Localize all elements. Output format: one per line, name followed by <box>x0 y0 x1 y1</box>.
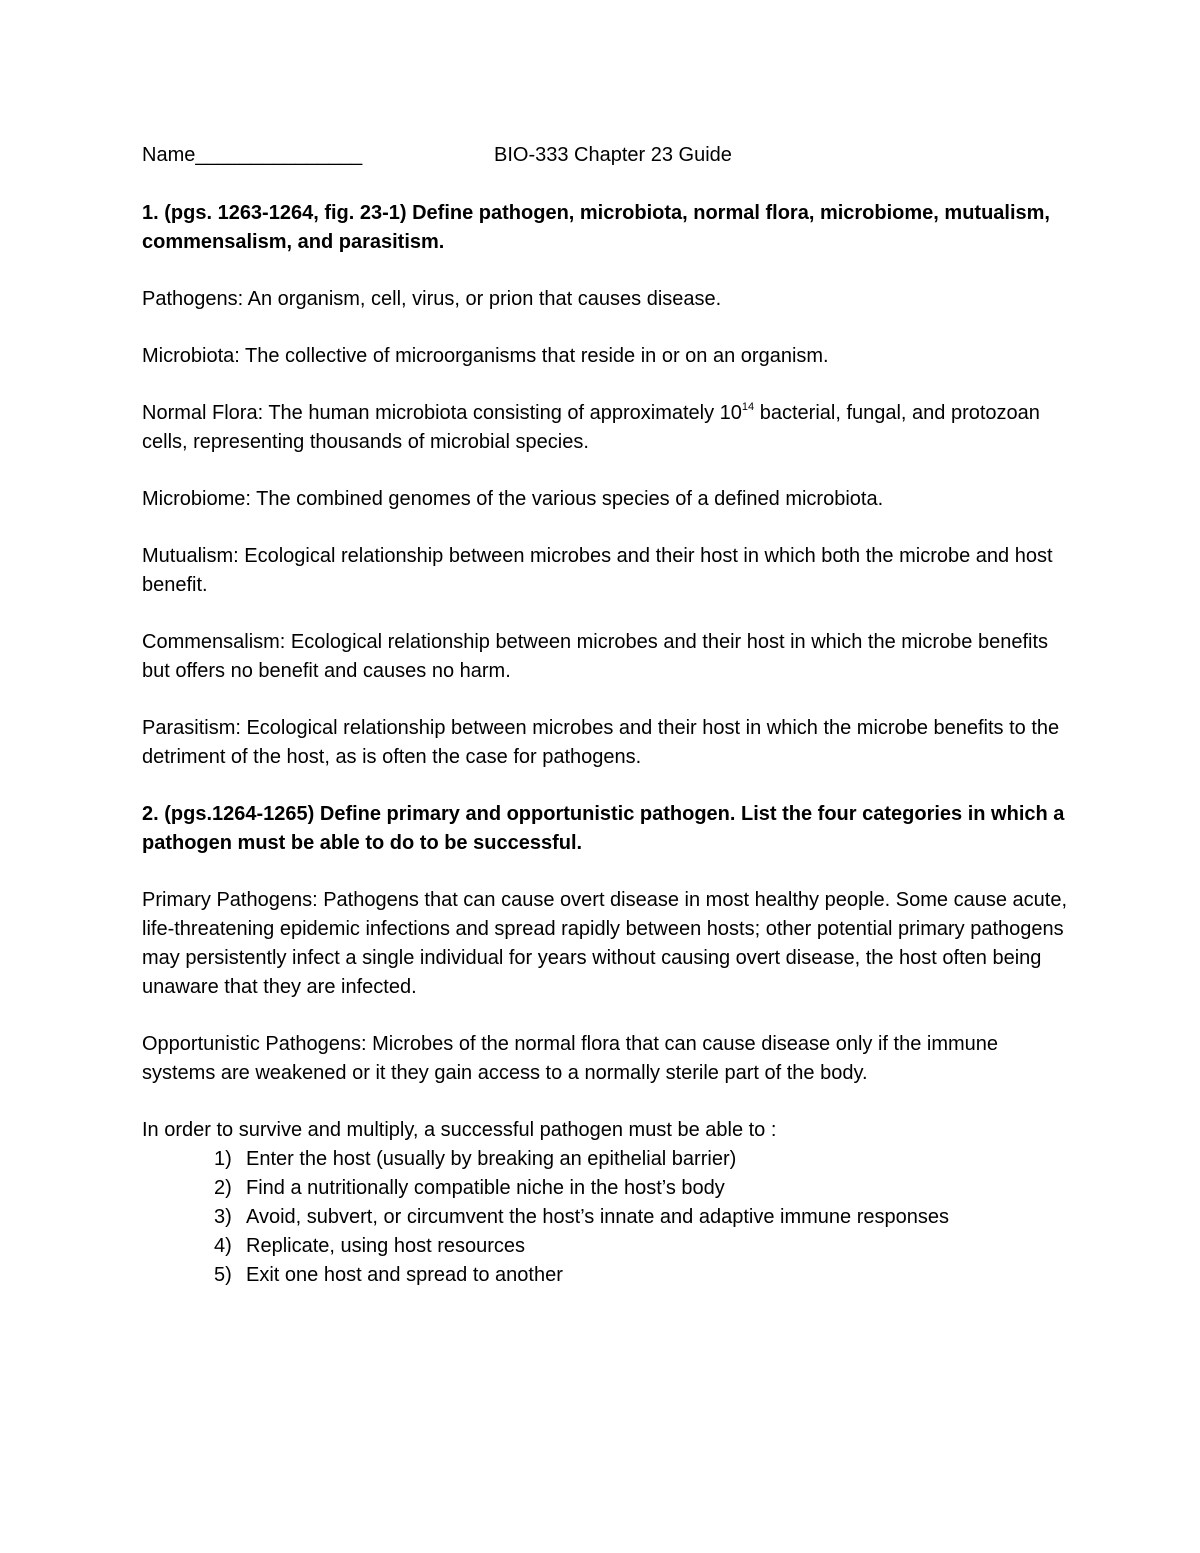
definition-term: Opportunistic Pathogens: <box>142 1033 367 1055</box>
list-item <box>142 1203 1072 1232</box>
list-item <box>142 1174 1072 1203</box>
definition-term: Microbiota: <box>142 345 240 367</box>
definition-opportunistic-pathogens <box>142 1030 1072 1088</box>
list-text: Find a nutritionally compatible niche in the host’s body <box>246 1177 725 1199</box>
list-number: 4) <box>214 1235 232 1257</box>
definition-term: Mutualism: <box>142 545 239 567</box>
list-text: Enter the host (usually by breaking an epithelial barrier) <box>246 1148 737 1170</box>
list-number: 2) <box>214 1177 232 1199</box>
definition-term: Primary Pathogens: <box>142 889 318 911</box>
definition-text: bacterial, fungal, and protozoan cells, representing thousands of microbial species. <box>142 402 1040 453</box>
list-number: 1) <box>214 1148 232 1170</box>
definition-text: Ecological relationship between microbes and their host in which the microbe benefits to the detriment of the host, as is often the case for pathogens. <box>142 717 1060 768</box>
definition-term: Microbiome: <box>142 488 251 510</box>
list-item <box>142 1145 1072 1174</box>
list-text: Replicate, using host resources <box>246 1235 526 1257</box>
document-page <box>142 141 1072 1290</box>
definition-text: The collective of microorganisms that reside in or on an organism. <box>239 345 829 367</box>
definition-text: Microbes of the normal flora that can cause disease only if the immune systems are weakened or it they gain access to a normally sterile part of the body. <box>142 1033 999 1084</box>
definition-term: Pathogens: <box>142 288 244 310</box>
name-field-label: Name_______________ <box>142 144 363 166</box>
definition-term: Commensalism: <box>142 631 286 653</box>
definition-text: An organism, cell, virus, or prion that causes disease. <box>243 288 722 310</box>
list-text: Exit one host and spread to another <box>246 1264 563 1286</box>
requirements-intro: In order to survive and multiply, a successful pathogen must be able to : <box>142 1119 777 1141</box>
definition-text: Ecological relationship between microbes and their host in which the microbe benefits but offers no benefit and causes no harm. <box>142 631 1048 682</box>
definition-term: Normal Flora: <box>142 402 264 424</box>
definition-normal-flora <box>142 399 1072 457</box>
exponent: 14 <box>741 401 755 414</box>
document-header <box>142 141 1072 170</box>
definition-text: The combined genomes of the various species of a defined microbiota. <box>250 488 884 510</box>
definition-mutualism <box>142 542 1072 600</box>
question-2: 2. (pgs.1264-1265) Define primary and opportunistic pathogen. List the four categories in which a pathogen must be able to do to be successful. <box>142 803 1065 854</box>
definition-microbiome <box>142 485 1072 514</box>
document-title: BIO-333 Chapter 23 Guide <box>494 144 732 166</box>
question-1: 1. (pgs. 1263-1264, fig. 23-1) Define pathogen, microbiota, normal flora, microbiome, mutualism, commensalism, and parasitism. <box>142 202 1050 253</box>
definition-text: The human microbiota consisting of approximately 10 <box>263 402 742 424</box>
list-text: Avoid, subvert, or circumvent the host’s innate and adaptive immune responses <box>246 1206 949 1228</box>
definition-pathogens <box>142 285 1072 314</box>
definition-text: Pathogens that can cause overt disease in most healthy people. Some cause acute, life-threatening epidemic infections and spread rapidly between hosts; other potential primary pathogens may persistently infect a single individual for years without causing overt disease, the host often being unaware that they are infected. <box>142 889 1067 998</box>
definition-parasitism <box>142 714 1072 772</box>
list-number: 5) <box>214 1264 232 1286</box>
definition-term: Parasitism: <box>142 717 241 739</box>
definition-commensalism <box>142 628 1072 686</box>
list-item <box>142 1261 1072 1290</box>
list-number: 3) <box>214 1206 232 1228</box>
definition-microbiota <box>142 342 1072 371</box>
definition-primary-pathogens <box>142 886 1072 1002</box>
requirements-list <box>142 1145 1072 1290</box>
definition-text: Ecological relationship between microbes and their host in which both the microbe and host benefit. <box>142 545 1053 596</box>
list-item <box>142 1232 1072 1261</box>
